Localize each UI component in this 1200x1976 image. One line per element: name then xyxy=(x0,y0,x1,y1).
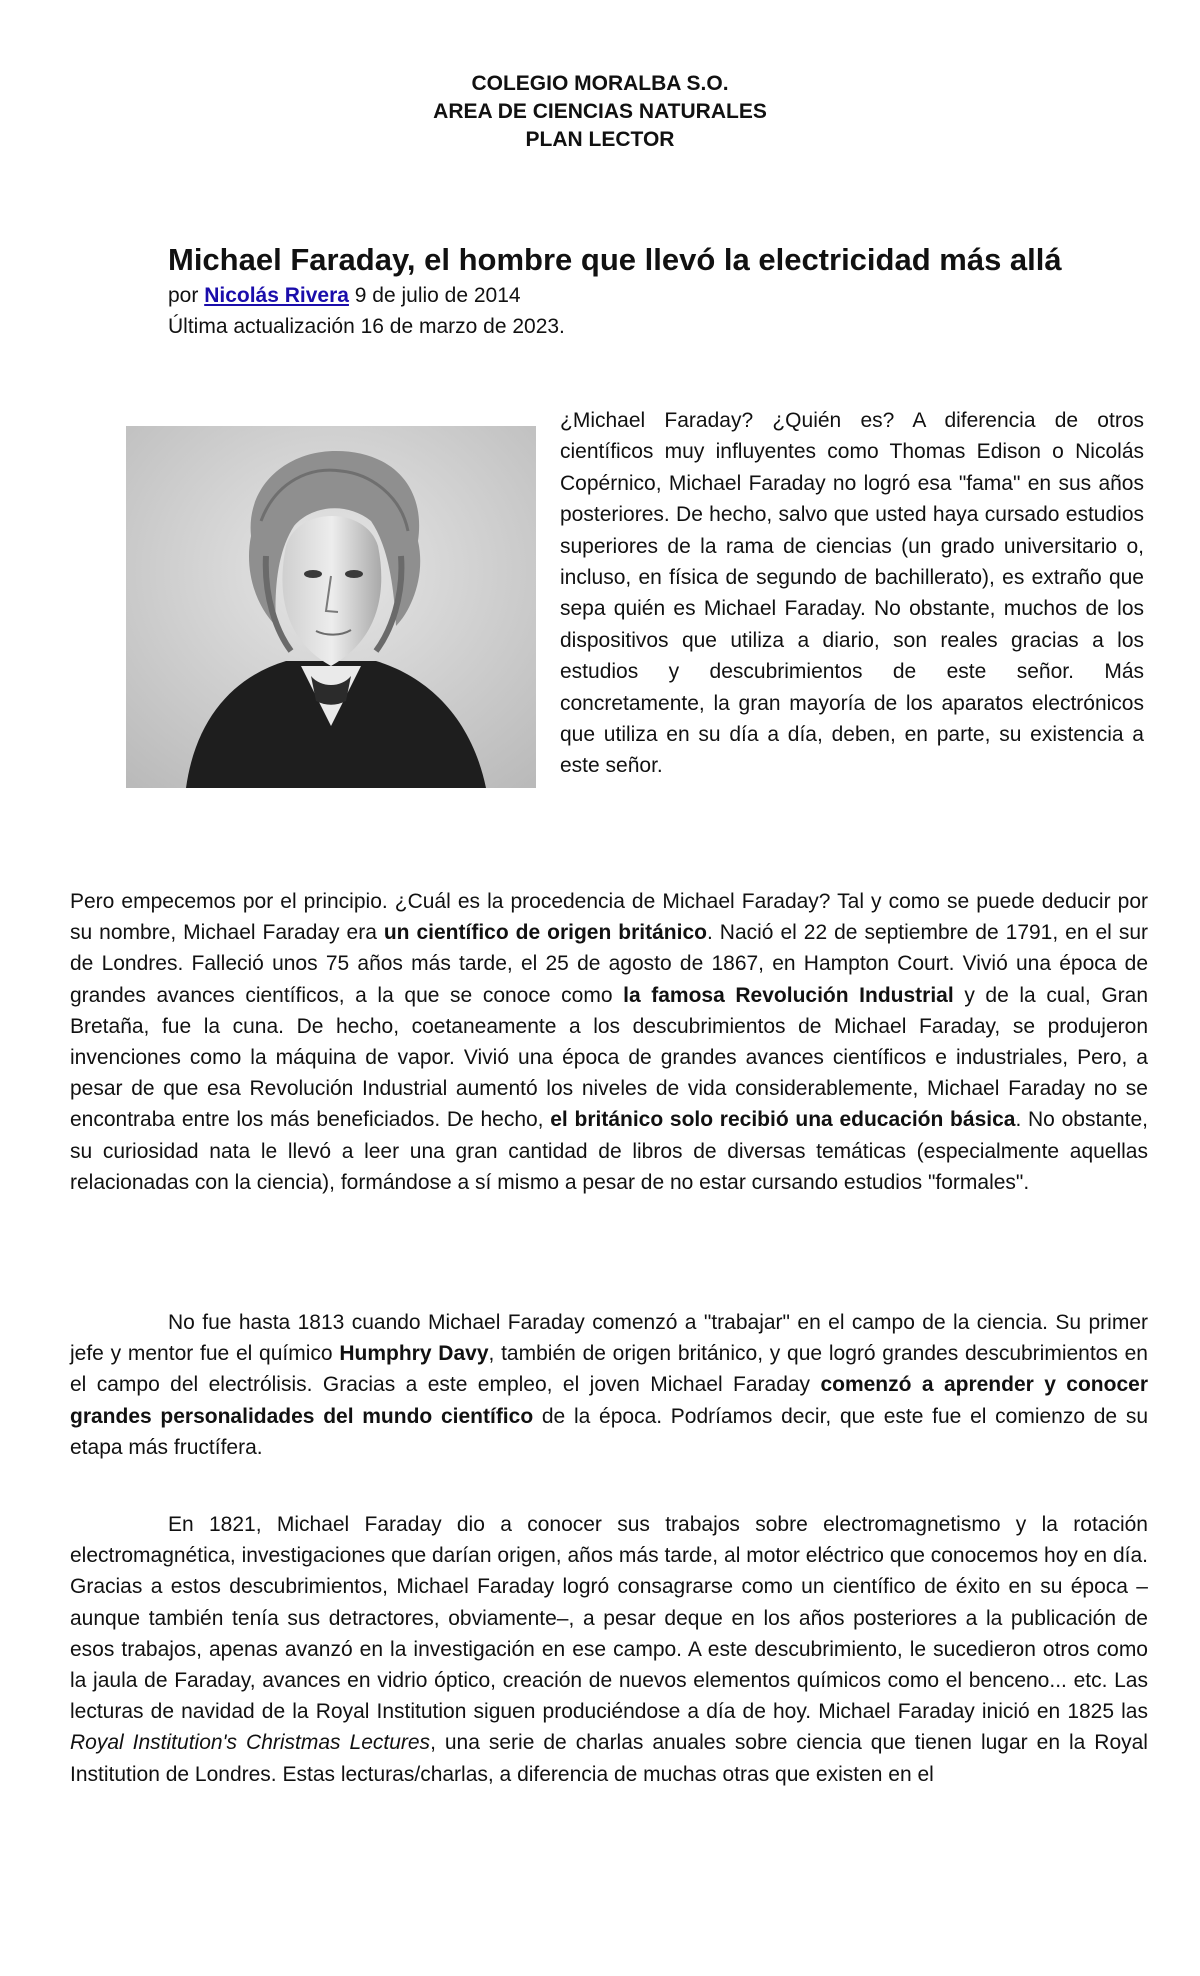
department-name: AREA DE CIENCIAS NATURALES xyxy=(433,100,767,123)
school-header xyxy=(0,70,1200,154)
school-name: COLEGIO MORALBA S.O. xyxy=(471,72,729,95)
article-title: Michael Faraday, el hombre que llevó la electricidad más allá xyxy=(168,242,1062,277)
paragraph-discoveries: En 1821, Michael Faraday dio a conocer sus trabajos sobre electromagnetismo y la rotación electromagnética, investigaciones que darían origen, años más tarde, al motor eléctrico que conocemos hoy en día. Gracias a estos descubrimientos, Michael Faraday logró consagrarse como un científico de éxito en su época –aunque también tenía sus detractores, obviamente–, a pesar deque en los años posteriores a la publicación de esos trabajos, apenas avanzó en la investigación en ese campo. A este descubrimiento, le sucedieron otros como la jaula de Faraday, avances en vidrio óptico, creación de nuevos elementos químicos como el benceno... etc. Las lecturas de navidad de la Royal Institution siguen produciéndose a día de hoy. Michael Faraday inició en 1825 las Royal Institution's Christmas Lectures, una serie de charlas anuales sobre ciencia que tienen lugar en la Royal Institution de Londres. Estas lecturas/charlas, a diferencia de muchas otras que existen en el xyxy=(70,1513,1148,1786)
faraday-portrait-image xyxy=(126,426,536,788)
program-name: PLAN LECTOR xyxy=(525,128,675,151)
publish-date: 9 de julio de 2014 xyxy=(348,284,521,307)
byline-prefix: por xyxy=(168,284,205,307)
article-header xyxy=(168,240,1148,342)
byline xyxy=(168,280,1148,311)
author-link[interactable]: Nicolás Rivera xyxy=(204,284,349,307)
paragraph-origin: Pero empecemos por el principio. ¿Cuál es la procedencia de Michael Faraday? Tal y como se puede deducir por su nombre, Michael Faraday era un científico de origen británico. Nació el 22 de septiembre de 1791, en el sur de Londres. Falleció unos 75 años más tarde, el 25 de agosto de 1867, en Hampton Court. Vivió una época de grandes avances científicos, a la que se conoce como la famosa Revolución Industrial y de la cual, Gran Bretaña, fue la cuna. De hecho, coetaneamente a los descubrimientos de Michael Faraday, se produjeron invenciones como la máquina de vapor. Vivió una época de grandes avances científicos e industriales, Pero, a pesar de que esa Revolución Industrial aumentó los niveles de vida considerablemente, Michael Faraday no se encontraba entre los más beneficiados. De hecho, el británico solo recibió una educación básica. No obstante, su curiosidad nata le llevó a leer una gran cantidad de libros de diversas temáticas (especialmente aquellas relacionadas con la ciencia), formándose a sí mismo a pesar de no estar cursando estudios "formales". xyxy=(70,890,1149,1194)
intro-paragraph: ¿Michael Faraday? ¿Quién es? A diferencia de otros científicos muy influyentes como Thomas Edison o Nicolás Copérnico, Michael Faraday no logró esa "fama" en sus años posteriores. De hecho, salvo que usted haya cursado estudios superiores de la rama de ciencias (un grado universitario o, incluso, en física de segundo de bachillerato), es extraño que sepa quién es Michael Faraday. No obstante, muchos de los dispositivos que utiliza a diario, son reales gracias a los estudios y descubrimientos de este señor. Más concretamente, la gran mayoría de los aparatos electrónicos que utiliza en su día a día, deben, en parte, su existencia a este señor. xyxy=(560,409,1144,778)
last-updated: Última actualización 16 de marzo de 2023. xyxy=(168,315,565,338)
paragraph-career-start: No fue hasta 1813 cuando Michael Faraday comenzó a "trabajar" en el campo de la ciencia. Su primer jefe y mentor fue el químico Humphry Davy, también de origen británico, y que logró grandes descubrimientos en el campo del electrólisis. Gracias a este empleo, el joven Michael Faraday comenzó a aprender y conocer grandes personalidades del mundo científico de la época. Podríamos decir, que este fue el comienzo de su etapa más fructífera. xyxy=(70,1311,1149,1459)
